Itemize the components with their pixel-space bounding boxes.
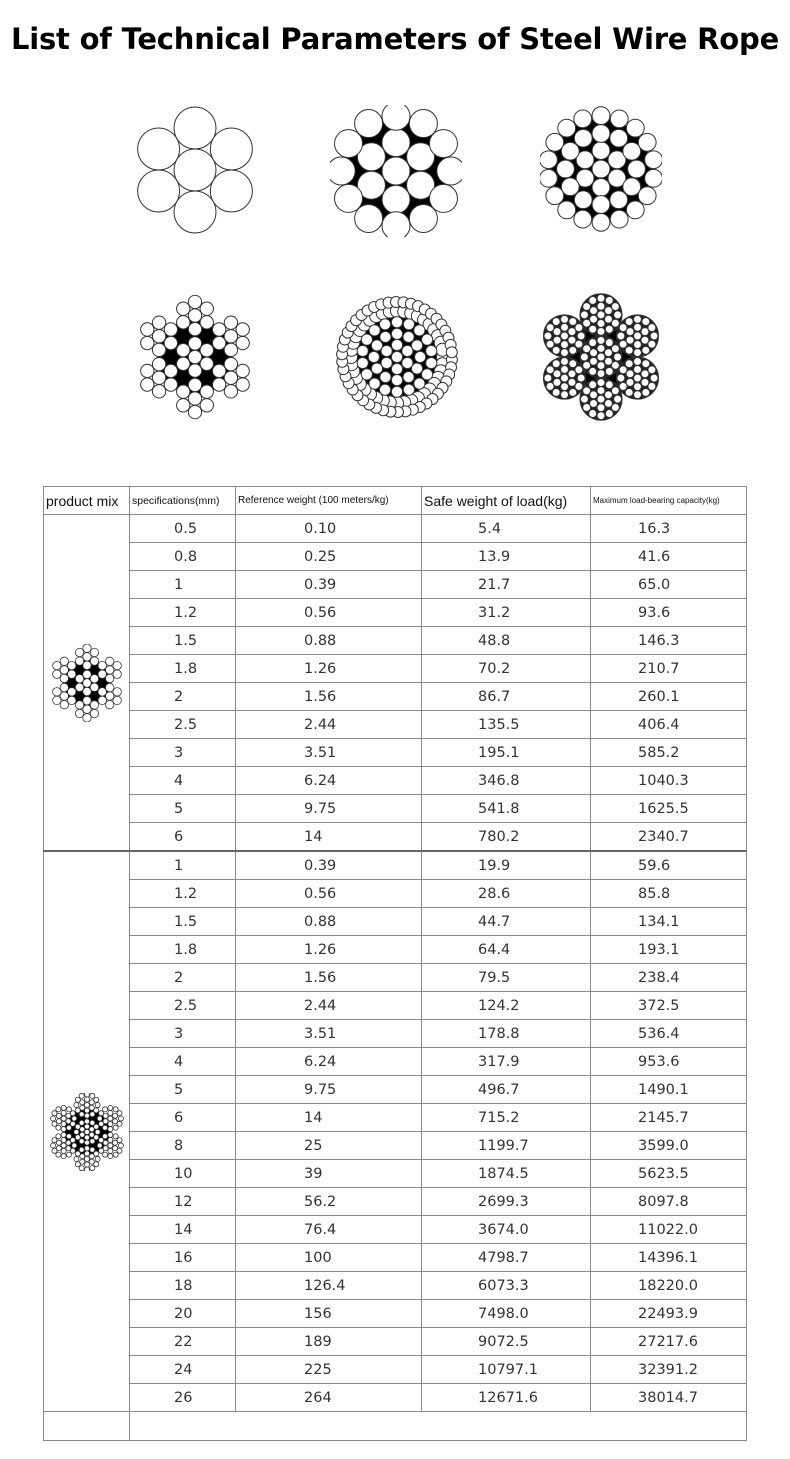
reference-weight-cell: 100 xyxy=(236,1244,422,1272)
reference-weight-cell: 1.56 xyxy=(236,683,422,711)
table-row xyxy=(44,964,747,992)
spec-cell: 8 xyxy=(130,1132,236,1160)
max-capacity-cell: 2145.7 xyxy=(591,1104,747,1132)
spec-cell: 16 xyxy=(130,1244,236,1272)
max-capacity-cell: 11022.0 xyxy=(591,1216,747,1244)
table-row xyxy=(44,851,747,880)
table-row xyxy=(44,1216,747,1244)
table-row xyxy=(44,992,747,1020)
rope-6x37-diagram xyxy=(540,293,662,421)
reference-weight-cell: 0.88 xyxy=(236,908,422,936)
max-capacity-cell: 18220.0 xyxy=(591,1272,747,1300)
reference-weight-cell: 56.2 xyxy=(236,1188,422,1216)
spec-cell: 20 xyxy=(130,1300,236,1328)
reference-weight-cell: 126.4 xyxy=(236,1272,422,1300)
table-row xyxy=(44,1048,747,1076)
reference-weight-cell: 225 xyxy=(236,1356,422,1384)
spec-cell: 12 xyxy=(130,1188,236,1216)
rope-6x19-iwrc-diagram xyxy=(333,295,461,420)
safe-load-cell: 496.7 xyxy=(422,1076,591,1104)
reference-weight-cell: 14 xyxy=(236,823,422,852)
header-max-capacity: Maximum load-bearing capacity(kg) xyxy=(591,487,747,515)
spec-cell: 1.2 xyxy=(130,880,236,908)
reference-weight-cell: 0.56 xyxy=(236,599,422,627)
table-row xyxy=(44,1160,747,1188)
max-capacity-cell: 406.4 xyxy=(591,711,747,739)
safe-load-cell: 178.8 xyxy=(422,1020,591,1048)
max-capacity-cell: 3599.0 xyxy=(591,1132,747,1160)
safe-load-cell: 715.2 xyxy=(422,1104,591,1132)
table-row xyxy=(44,1020,747,1048)
spec-cell: 22 xyxy=(130,1328,236,1356)
safe-load-cell: 64.4 xyxy=(422,936,591,964)
table-row xyxy=(44,1272,747,1300)
reference-weight-cell: 3.51 xyxy=(236,739,422,767)
reference-weight-cell: 6.24 xyxy=(236,767,422,795)
safe-load-cell: 2699.3 xyxy=(422,1188,591,1216)
reference-weight-cell: 0.39 xyxy=(236,851,422,880)
reference-weight-cell: 1.26 xyxy=(236,936,422,964)
rope-7x19-icon xyxy=(48,1093,126,1171)
reference-weight-cell: 9.75 xyxy=(236,795,422,823)
table-row xyxy=(44,1104,747,1132)
table-row xyxy=(44,599,747,627)
table-row xyxy=(44,711,747,739)
max-capacity-cell: 260.1 xyxy=(591,683,747,711)
safe-load-cell: 86.7 xyxy=(422,683,591,711)
max-capacity-cell: 32391.2 xyxy=(591,1356,747,1384)
safe-load-cell: 780.2 xyxy=(422,823,591,852)
rope-diagrams xyxy=(0,95,790,445)
max-capacity-cell: 41.6 xyxy=(591,543,747,571)
table-row xyxy=(44,767,747,795)
max-capacity-cell: 146.3 xyxy=(591,627,747,655)
spec-cell: 1 xyxy=(130,851,236,880)
table-row xyxy=(44,683,747,711)
reference-weight-cell: 0.39 xyxy=(236,571,422,599)
empty-cell xyxy=(44,1412,130,1441)
safe-load-cell: 31.2 xyxy=(422,599,591,627)
spec-cell: 0.5 xyxy=(130,515,236,543)
max-capacity-cell: 210.7 xyxy=(591,655,747,683)
max-capacity-cell: 536.4 xyxy=(591,1020,747,1048)
reference-weight-cell: 9.75 xyxy=(236,1076,422,1104)
safe-load-cell: 7498.0 xyxy=(422,1300,591,1328)
safe-load-cell: 135.5 xyxy=(422,711,591,739)
max-capacity-cell: 8097.8 xyxy=(591,1188,747,1216)
spec-cell: 14 xyxy=(130,1216,236,1244)
header-specifications: specifications(mm) xyxy=(130,487,236,515)
safe-load-cell: 3674.0 xyxy=(422,1216,591,1244)
safe-load-cell: 19.9 xyxy=(422,851,591,880)
spec-cell: 2.5 xyxy=(130,992,236,1020)
max-capacity-cell: 14396.1 xyxy=(591,1244,747,1272)
table-row xyxy=(44,739,747,767)
spec-cell: 6 xyxy=(130,1104,236,1132)
max-capacity-cell: 585.2 xyxy=(591,739,747,767)
rope-7x7-icon xyxy=(48,644,126,722)
max-capacity-cell: 372.5 xyxy=(591,992,747,1020)
spec-cell: 2.5 xyxy=(130,711,236,739)
spec-cell: 6 xyxy=(130,823,236,852)
spec-cell: 0.8 xyxy=(130,543,236,571)
page-title: List of Technical Parameters of Steel Wire Rope xyxy=(10,22,780,56)
strand xyxy=(138,107,253,233)
spec-cell: 24 xyxy=(130,1356,236,1384)
rope-6x19-diagram xyxy=(135,295,255,420)
safe-load-cell: 13.9 xyxy=(422,543,591,571)
table-row xyxy=(44,543,747,571)
safe-load-cell: 48.8 xyxy=(422,627,591,655)
rope-1x37-diagram xyxy=(540,105,662,233)
reference-weight-cell: 1.56 xyxy=(236,964,422,992)
reference-weight-cell: 2.44 xyxy=(236,992,422,1020)
table-row xyxy=(44,1300,747,1328)
reference-weight-cell: 25 xyxy=(236,1132,422,1160)
reference-weight-cell: 189 xyxy=(236,1328,422,1356)
table-row xyxy=(44,655,747,683)
table-row xyxy=(44,1356,747,1384)
reference-weight-cell: 1.26 xyxy=(236,655,422,683)
spec-cell: 4 xyxy=(130,767,236,795)
safe-load-cell: 79.5 xyxy=(422,964,591,992)
max-capacity-cell: 1490.1 xyxy=(591,1076,747,1104)
reference-weight-cell: 6.24 xyxy=(236,1048,422,1076)
strand xyxy=(357,317,437,398)
safe-load-cell: 21.7 xyxy=(422,571,591,599)
spec-cell: 26 xyxy=(130,1384,236,1412)
reference-weight-cell: 2.44 xyxy=(236,711,422,739)
safe-load-cell: 346.8 xyxy=(422,767,591,795)
safe-load-cell: 1199.7 xyxy=(422,1132,591,1160)
header-product-mix: product mix xyxy=(44,487,130,515)
rope-1x7-diagram xyxy=(130,103,260,238)
spec-cell: 1.8 xyxy=(130,936,236,964)
safe-load-cell: 541.8 xyxy=(422,795,591,823)
parameters-table xyxy=(43,486,747,1441)
max-capacity-cell: 65.0 xyxy=(591,571,747,599)
max-capacity-cell: 1040.3 xyxy=(591,767,747,795)
reference-weight-cell: 156 xyxy=(236,1300,422,1328)
max-capacity-cell: 5623.5 xyxy=(591,1160,747,1188)
table-row xyxy=(44,627,747,655)
max-capacity-cell: 38014.7 xyxy=(591,1384,747,1412)
reference-weight-cell: 0.88 xyxy=(236,627,422,655)
max-capacity-cell: 953.6 xyxy=(591,1048,747,1076)
max-capacity-cell: 134.1 xyxy=(591,908,747,936)
spec-cell: 3 xyxy=(130,739,236,767)
spec-cell: 2 xyxy=(130,683,236,711)
safe-load-cell: 5.4 xyxy=(422,515,591,543)
header-safe-load: Safe weight of load(kg) xyxy=(422,487,591,515)
reference-weight-cell: 264 xyxy=(236,1384,422,1412)
max-capacity-cell: 193.1 xyxy=(591,936,747,964)
spec-cell: 1.5 xyxy=(130,908,236,936)
spec-cell: 4 xyxy=(130,1048,236,1076)
product-mix-cell xyxy=(44,851,130,1412)
table-row xyxy=(44,1132,747,1160)
empty-row xyxy=(44,1412,747,1441)
table-row xyxy=(44,571,747,599)
reference-weight-cell: 14 xyxy=(236,1104,422,1132)
rope-1x19-diagram xyxy=(330,105,462,237)
safe-load-cell: 317.9 xyxy=(422,1048,591,1076)
reference-weight-cell: 3.51 xyxy=(236,1020,422,1048)
table-row xyxy=(44,795,747,823)
safe-load-cell: 9072.5 xyxy=(422,1328,591,1356)
max-capacity-cell: 22493.9 xyxy=(591,1300,747,1328)
header-reference-weight: Reference weight (100 meters/kg) xyxy=(236,487,422,515)
empty-cell xyxy=(130,1412,747,1441)
safe-load-cell: 70.2 xyxy=(422,655,591,683)
table-row xyxy=(44,1076,747,1104)
table-row xyxy=(44,823,747,852)
spec-cell: 18 xyxy=(130,1272,236,1300)
safe-load-cell: 12671.6 xyxy=(422,1384,591,1412)
table-row xyxy=(44,515,747,543)
max-capacity-cell: 59.6 xyxy=(591,851,747,880)
safe-load-cell: 124.2 xyxy=(422,992,591,1020)
spec-cell: 1.5 xyxy=(130,627,236,655)
safe-load-cell: 195.1 xyxy=(422,739,591,767)
spec-cell: 2 xyxy=(130,964,236,992)
spec-cell: 3 xyxy=(130,1020,236,1048)
max-capacity-cell: 2340.7 xyxy=(591,823,747,852)
safe-load-cell: 10797.1 xyxy=(422,1356,591,1384)
spec-cell: 1.2 xyxy=(130,599,236,627)
strand xyxy=(540,107,662,232)
safe-load-cell: 6073.3 xyxy=(422,1272,591,1300)
reference-weight-cell: 39 xyxy=(236,1160,422,1188)
max-capacity-cell: 16.3 xyxy=(591,515,747,543)
safe-load-cell: 4798.7 xyxy=(422,1244,591,1272)
max-capacity-cell: 85.8 xyxy=(591,880,747,908)
spec-cell: 5 xyxy=(130,1076,236,1104)
table-row xyxy=(44,908,747,936)
spec-cell: 10 xyxy=(130,1160,236,1188)
table-row xyxy=(44,936,747,964)
table-row xyxy=(44,1244,747,1272)
max-capacity-cell: 93.6 xyxy=(591,599,747,627)
table-row xyxy=(44,1188,747,1216)
safe-load-cell: 1874.5 xyxy=(422,1160,591,1188)
strand xyxy=(330,105,462,237)
reference-weight-cell: 76.4 xyxy=(236,1216,422,1244)
safe-load-cell: 44.7 xyxy=(422,908,591,936)
table-row xyxy=(44,1384,747,1412)
reference-weight-cell: 0.56 xyxy=(236,880,422,908)
reference-weight-cell: 0.25 xyxy=(236,543,422,571)
product-mix-cell xyxy=(44,515,130,852)
max-capacity-cell: 27217.6 xyxy=(591,1328,747,1356)
max-capacity-cell: 238.4 xyxy=(591,964,747,992)
safe-load-cell: 28.6 xyxy=(422,880,591,908)
table-header-row xyxy=(44,487,747,515)
table-row xyxy=(44,1328,747,1356)
spec-cell: 5 xyxy=(130,795,236,823)
max-capacity-cell: 1625.5 xyxy=(591,795,747,823)
spec-cell: 1.8 xyxy=(130,655,236,683)
reference-weight-cell: 0.10 xyxy=(236,515,422,543)
table-row xyxy=(44,880,747,908)
spec-cell: 1 xyxy=(130,571,236,599)
